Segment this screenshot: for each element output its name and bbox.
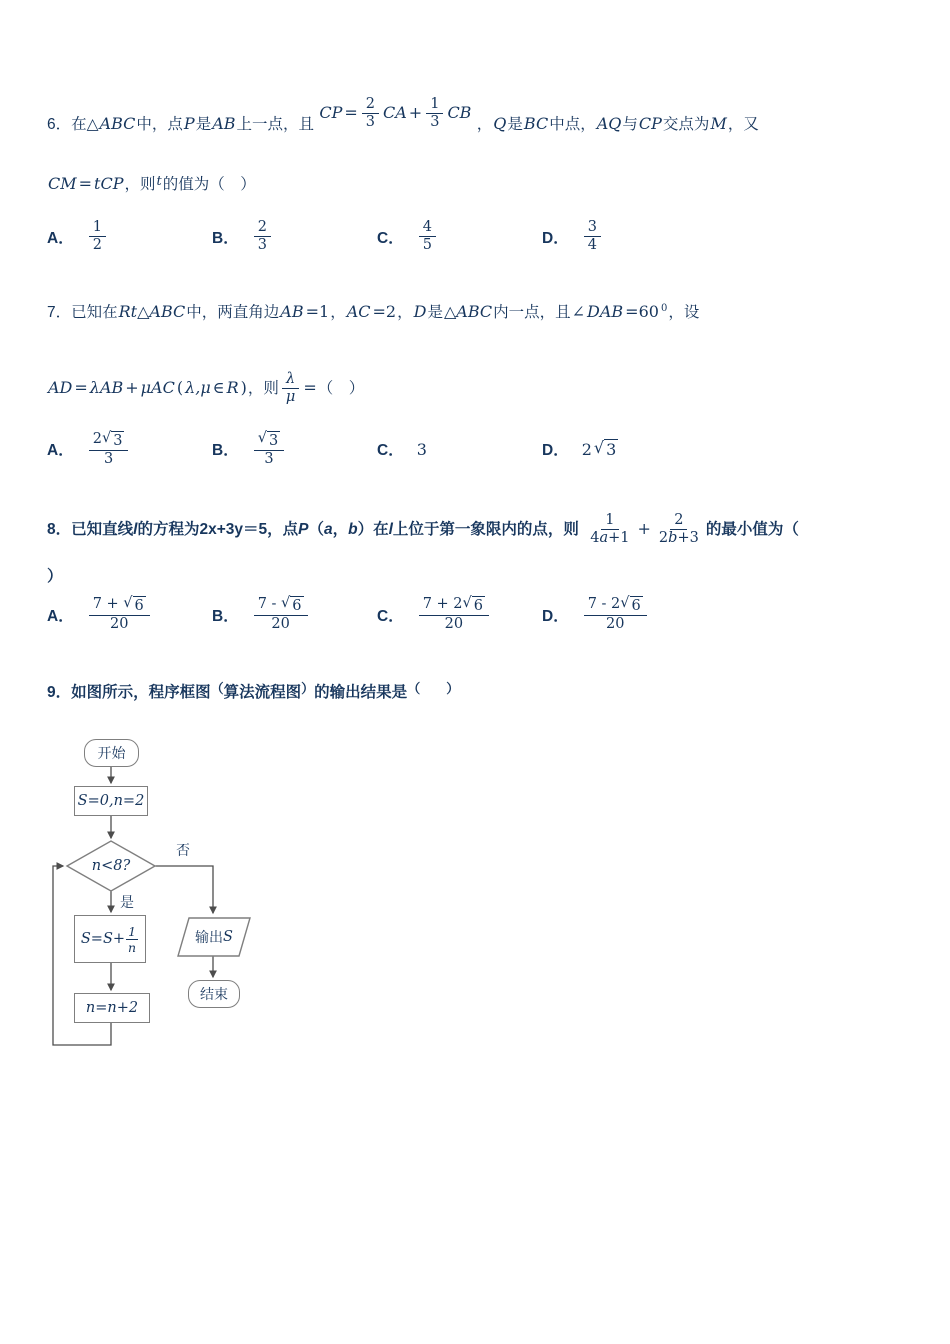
question-9 [47, 678, 903, 1072]
fraction-numerator: λ [282, 371, 299, 389]
q6-line2 [47, 170, 903, 198]
q6-math: BC [523, 113, 549, 133]
flowchart-increment-node [74, 993, 150, 1023]
sqrt-expression [258, 431, 280, 450]
fraction [584, 596, 647, 634]
num-part: 7 + [92, 596, 119, 613]
q7-text: ，设 [668, 304, 700, 322]
q8-text: ）在 [357, 521, 389, 539]
fraction-denominator: 20 [606, 616, 625, 633]
flowchart-start-node [84, 739, 139, 767]
fraction-numerator: 1 [89, 219, 106, 237]
fraction-denominator: μ [285, 389, 296, 406]
radicand: 6 [473, 598, 484, 615]
q8-line1 [47, 512, 903, 548]
q7-math: =2 [372, 302, 397, 322]
q6-text: 中点， [549, 115, 596, 133]
fraction-denominator: 3 [264, 450, 274, 467]
radicand: 6 [631, 598, 641, 615]
option-letter: D． [542, 607, 569, 625]
radicand: 3 [113, 432, 123, 449]
sqrt-expression [281, 596, 303, 615]
fraction [89, 596, 150, 634]
flowchart-output-text [178, 925, 250, 949]
q9-paren: ） [301, 680, 315, 696]
option-letter: C． [377, 607, 404, 625]
q9-text: 算法流程图 [223, 683, 302, 701]
radical-icon: √ [257, 429, 267, 446]
q7-text: （ ） [317, 379, 365, 397]
q6-option-b [212, 219, 377, 255]
q7-text: ，则 [247, 379, 279, 397]
flowchart-yes-label [115, 892, 139, 912]
q6-options [47, 219, 903, 255]
den-part: b [668, 530, 678, 547]
fraction-denominator: 20 [110, 616, 129, 633]
q7-math: =60 [625, 302, 659, 322]
q7-text: ， [397, 304, 413, 322]
q9-flowchart [47, 732, 337, 1072]
flowchart-accumulate-node [74, 915, 146, 963]
q6-text: 是 [195, 115, 212, 133]
q7-math: μAC [140, 377, 175, 397]
q6-text: ， [476, 115, 493, 133]
q7-line2 [47, 371, 903, 407]
angle-symbol: ∠ [571, 302, 586, 322]
fraction [362, 96, 379, 132]
start-label: 开始 [97, 745, 126, 762]
q6-text: ，又 [727, 115, 759, 133]
q6-option-a [47, 219, 212, 255]
q6-math: ABC [99, 113, 136, 133]
q8-math: b [348, 521, 358, 539]
q8-text: （ [308, 521, 324, 539]
fraction-denominator [586, 530, 633, 547]
q8-closing-paren: ） [47, 567, 63, 585]
q8-text: 8．已知直线 [47, 521, 134, 539]
fraction-denominator [655, 530, 703, 547]
option-letter: B． [212, 607, 239, 625]
flowchart-no-label [171, 840, 195, 860]
fraction-denominator: n [128, 939, 137, 955]
q8-math: l [133, 521, 138, 539]
fraction [419, 596, 489, 634]
q7-math: = [74, 377, 88, 397]
radical-icon: √ [281, 595, 291, 612]
radical-icon: √ [462, 595, 472, 612]
q6-math: t [156, 174, 162, 190]
q6-text: ，则 [124, 176, 156, 194]
q7-text: 内一点，且 [493, 304, 571, 322]
fraction-numerator [584, 596, 647, 616]
fraction-numerator [254, 431, 284, 451]
q7-math: △ABC [443, 302, 493, 322]
option-letter: A． [47, 442, 74, 460]
fraction-numerator: 1 [128, 923, 137, 939]
q8-text: ， [332, 521, 349, 539]
den-part: 4 [590, 530, 600, 547]
radical-icon: √ [620, 595, 630, 612]
fraction-denominator: 3 [103, 450, 114, 467]
q7-math: =1 [305, 302, 330, 322]
q7-option-c [377, 438, 542, 460]
question-6 [47, 96, 903, 254]
no-branch-connector [155, 866, 213, 913]
q8-text: 上位于第一象限内的点，则 [392, 521, 579, 539]
option-letter: D． [542, 442, 569, 460]
coefficient: 2 [92, 430, 102, 447]
fraction [282, 371, 299, 407]
num-part: 7 - 2 [587, 596, 621, 613]
q7-math: λAB [89, 377, 124, 397]
fraction [254, 596, 308, 634]
flowchart-end-node [188, 980, 240, 1008]
q8-equation: 2x+3y＝5 [199, 521, 268, 539]
option-letter: A． [47, 229, 74, 247]
q6-math: tCP [94, 174, 124, 194]
q7-text: ， [330, 304, 346, 322]
q6-math: CP [319, 102, 343, 122]
q6-text: 交点为 [662, 115, 710, 133]
flowchart-init-node [74, 786, 148, 816]
q7-math: R [226, 377, 239, 397]
fraction [584, 219, 601, 255]
radicand: 6 [292, 598, 302, 615]
q6-text: 的值为（ ） [162, 176, 256, 194]
no-label: 否 [176, 842, 190, 859]
q6-text: 中，点 [136, 115, 183, 133]
q8-math: P [298, 521, 309, 539]
option-letter: C． [377, 442, 404, 460]
question-7 [47, 298, 903, 468]
q6-math: P [183, 113, 195, 133]
q8-text: ，点 [267, 521, 299, 539]
q7-options [47, 431, 903, 469]
fraction-numerator: 3 [584, 219, 601, 237]
sqrt-expression [463, 596, 485, 615]
fraction-denominator: 20 [444, 616, 464, 633]
option-letter: B． [212, 442, 239, 460]
fraction-numerator [89, 431, 129, 451]
q6-math: CP [638, 113, 662, 133]
q7-text: 7．已知在 [47, 304, 118, 322]
q6-text: 与 [622, 115, 638, 133]
q6-math: + [408, 102, 423, 122]
radicand: 3 [268, 432, 279, 449]
q8-option-d [542, 596, 707, 634]
fraction-numerator: 2 [254, 219, 271, 237]
option-letter: D． [542, 229, 569, 247]
fraction-numerator: 2 [362, 96, 379, 114]
q8-text: 的方程为 [137, 521, 200, 539]
fraction [254, 219, 271, 255]
q6-math: Q [493, 113, 507, 133]
q6-text: 6．在△ [47, 115, 99, 133]
q8-line2 [47, 564, 903, 590]
q6-math: AQ [596, 113, 622, 133]
q6-text: 上一点，且 [236, 115, 315, 133]
q7-option-b [212, 431, 377, 469]
output-label: 输出 [195, 929, 224, 946]
q7-option-d [542, 438, 707, 460]
fraction-denominator: 3 [430, 114, 440, 131]
q9-text: 9．如图所示，程序框图 [47, 683, 211, 701]
option-letter: A． [47, 607, 74, 625]
fraction-denominator: 3 [365, 114, 375, 131]
num-part: 7 + 2 [422, 596, 463, 613]
radical-icon: √ [101, 429, 112, 446]
q7-line1 [47, 298, 903, 326]
den-part: 2 [658, 530, 669, 547]
fraction-denominator: 2 [92, 237, 102, 254]
flowchart-condition-text [67, 854, 155, 878]
sqrt-expression [593, 439, 619, 460]
q6-line1 [47, 96, 903, 138]
superscript: 0 [660, 303, 668, 315]
q6-text: 是 [507, 115, 523, 133]
q7-math: = [303, 377, 317, 397]
fraction-numerator [419, 596, 489, 616]
q8-text: 的最小值为（ [705, 521, 799, 539]
den-part: +1 [608, 530, 630, 547]
q8-math: l [388, 521, 393, 539]
q6-math: CB [447, 102, 472, 122]
q8-option-c [377, 596, 542, 634]
sqrt-expression [102, 431, 124, 450]
fraction-numerator: 2 [670, 512, 687, 530]
q6-math: = [344, 102, 358, 122]
option-letter: B． [212, 229, 239, 247]
q8-math: a [323, 521, 333, 539]
fraction [89, 431, 129, 469]
fraction [655, 512, 703, 548]
q6-option-d [542, 219, 707, 255]
fraction [426, 96, 443, 132]
radical-icon: √ [123, 595, 133, 612]
fraction-numerator [89, 596, 150, 616]
radicand: 3 [606, 439, 617, 459]
fraction-numerator [254, 596, 308, 616]
q6-math: M [710, 113, 727, 133]
end-label: 结束 [200, 986, 228, 1003]
q6-vector-formula [318, 96, 472, 131]
q6-math: AB [212, 113, 236, 133]
sqrt-expression [123, 596, 145, 615]
q7-option-a [47, 431, 212, 469]
num-part: 7 - [257, 596, 277, 613]
q7-math: DAB [587, 302, 624, 322]
q9-text: 的输出结果是 [314, 683, 408, 701]
q6-math: = [78, 174, 93, 194]
den-part: a [599, 530, 609, 547]
init-label: S=0,n=2 [77, 793, 145, 810]
fraction-numerator: 1 [601, 512, 618, 530]
fraction-numerator: 1 [426, 96, 443, 114]
option-letter: C． [377, 229, 404, 247]
q9-line [47, 678, 903, 706]
radical-icon: √ [593, 437, 605, 457]
plus-sign: + [637, 519, 651, 539]
den-part: +3 [677, 530, 699, 547]
accumulate-label: S=S+ [80, 931, 126, 948]
q6-math: CM [48, 174, 77, 194]
increment-label: n=n+2 [85, 1000, 139, 1017]
element-of-symbol: ∈ [212, 377, 225, 397]
q8-option-a [47, 596, 212, 634]
fraction [254, 431, 284, 469]
fraction-denominator: 3 [257, 237, 267, 254]
radicand: 6 [134, 598, 144, 615]
fraction [89, 219, 106, 255]
condition-label: n<8? [91, 858, 131, 875]
yes-label: 是 [120, 894, 134, 911]
question-8 [47, 512, 903, 634]
fraction [126, 924, 138, 955]
coefficient: 2 [581, 439, 592, 459]
fraction [419, 219, 436, 255]
q7-math: Rt△ABC [118, 302, 186, 322]
q7-math: + [125, 377, 139, 397]
q8-options [47, 596, 903, 634]
q6-math: CA [383, 102, 407, 122]
q7-math: D [413, 302, 427, 322]
q7-math: AC [346, 302, 371, 322]
option-value: 3 [416, 439, 427, 459]
q7-math: λ,μ [185, 377, 211, 397]
q8-option-b [212, 596, 377, 634]
fraction-denominator: 20 [271, 616, 290, 633]
q7-math: AB [280, 302, 304, 322]
q6-option-c [377, 219, 542, 255]
q7-math: ( [176, 377, 184, 397]
fraction [586, 512, 633, 548]
q9-paren: （ [210, 680, 224, 696]
q7-math: ) [240, 377, 247, 397]
q9-answer-blank: （ ） [407, 680, 460, 696]
fraction-denominator: 5 [422, 237, 432, 254]
q7-text: 是 [427, 304, 443, 322]
q7-math: AD [48, 377, 73, 397]
q7-text: 中，两直角边 [186, 304, 280, 322]
sqrt-expression [620, 596, 642, 615]
output-variable: S [223, 929, 233, 946]
fraction-numerator: 4 [419, 219, 436, 237]
fraction-denominator: 4 [587, 237, 597, 254]
